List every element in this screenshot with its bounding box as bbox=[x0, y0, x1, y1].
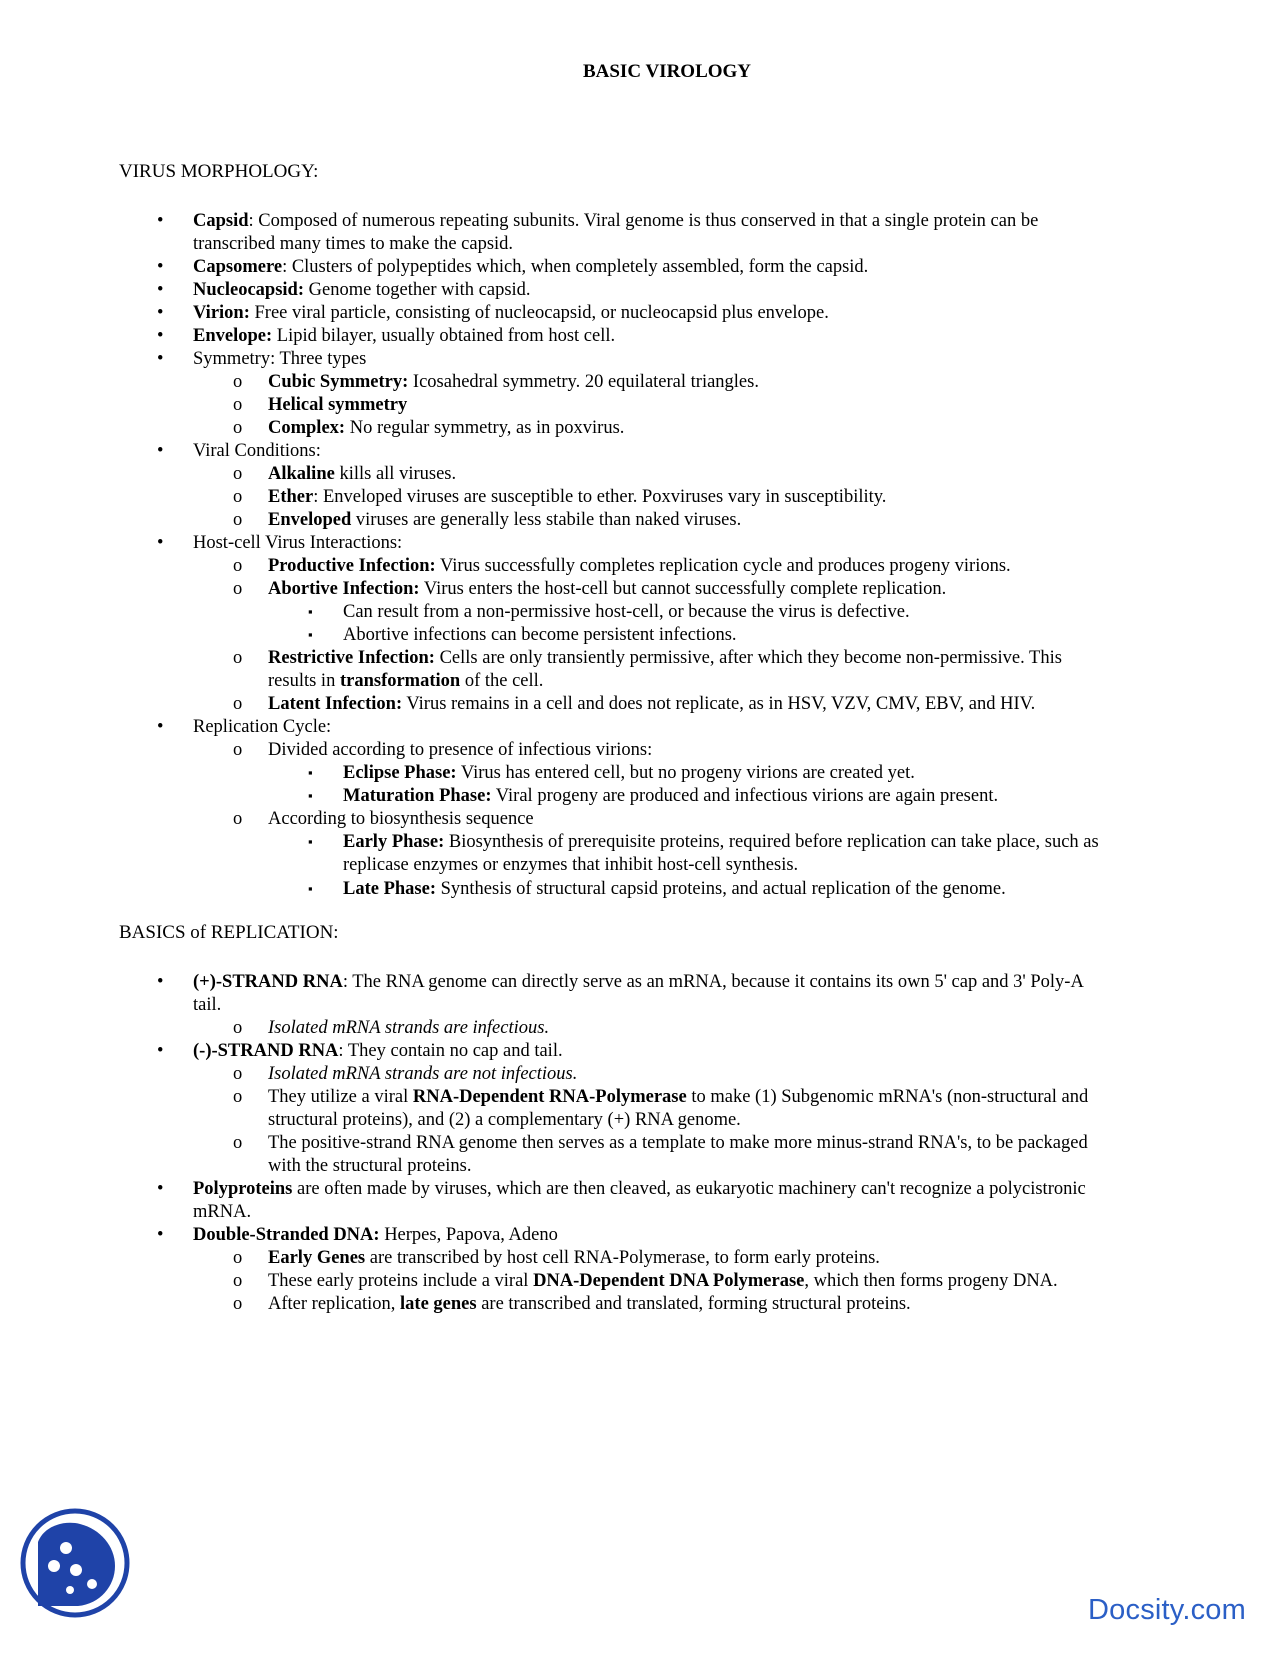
list-item-restrictive: o Restrictive Infection: Cells are only transiently permissive, after which they become non-permissive. This bbox=[233, 648, 1062, 668]
list-item-replication-cycle: • Replication Cycle: bbox=[157, 717, 332, 737]
list-item-cubic: o Cubic Symmetry: Icosahedral symmetry. 20 equilateral triangles. bbox=[233, 372, 759, 392]
section-heading-morphology: VIRUS MORPHOLOGY: bbox=[119, 161, 319, 182]
list-item-neg-sub3-cont: with the structural proteins. bbox=[268, 1156, 472, 1176]
list-item-helical: o Helical symmetry bbox=[233, 395, 408, 415]
list-item-neg-sub2-cont: structural proteins), and (2) a complementary (+) RNA genome. bbox=[268, 1110, 741, 1130]
list-item-productive: o Productive Infection: Virus successfully completes replication cycle and produces progeny virions. bbox=[233, 556, 1011, 576]
list-item-pos-strand-cont: tail. bbox=[193, 995, 222, 1015]
list-item-capsid-cont: transcribed many times to make the capsid. bbox=[193, 234, 514, 254]
list-item-capsid: • Capsid: Composed of numerous repeating subunits. Viral genome is thus conserved in that a single protein can be bbox=[157, 211, 1039, 231]
list-item-neg-sub3: o The positive-strand RNA genome then serves as a template to make more minus-strand RNA's, to be packaged bbox=[233, 1133, 1088, 1153]
list-item-pos-strand: • (+)-STRAND RNA: The RNA genome can directly serve as an mRNA, because it contains its own 5' cap and 3' Poly-A bbox=[157, 972, 1084, 992]
list-item-ether: o Ether: Enveloped viruses are susceptible to ether. Poxviruses vary in susceptibility. bbox=[233, 487, 887, 507]
list-item-hostcell: • Host-cell Virus Interactions: bbox=[157, 533, 403, 553]
list-item-polyproteins-cont: mRNA. bbox=[193, 1202, 252, 1222]
list-item-viral-conditions: • Viral Conditions: bbox=[157, 441, 321, 461]
list-item-biosynthesis: o According to biosynthesis sequence bbox=[233, 809, 534, 829]
list-item-neg-sub1: o Isolated mRNA strands are not infectious. bbox=[233, 1064, 578, 1084]
list-item-restrictive-cont: results in transformation of the cell. bbox=[268, 671, 544, 691]
list-item-neg-sub2: o They utilize a viral RNA-Dependent RNA-Polymerase to make (1) Subgenomic mRNA's (non-structural and bbox=[233, 1087, 1089, 1107]
list-item-capsomere: • Capsomere: Clusters of polypeptides which, when completely assembled, form the capsid. bbox=[157, 257, 869, 277]
list-item-abortive-sub1: ▪ Can result from a non-permissive host-cell, or because the virus is defective. bbox=[308, 602, 910, 622]
list-item-enveloped: o Enveloped viruses are generally less stabile than naked viruses. bbox=[233, 510, 742, 530]
list-item-early-genes: o Early Genes are transcribed by host cell RNA-Polymerase, to form early proteins. bbox=[233, 1248, 880, 1268]
list-item-pos-sub1: o Isolated mRNA strands are infectious. bbox=[233, 1018, 550, 1038]
list-item-after-replication: o After replication, late genes are transcribed and translated, forming structural proteins. bbox=[233, 1294, 911, 1314]
list-item-early-phase: ▪ Early Phase: Biosynthesis of prerequisite proteins, required before replication can take place, such as bbox=[308, 832, 1099, 852]
list-item-neg-strand: • (-)-STRAND RNA: They contain no cap and tail. bbox=[157, 1041, 563, 1061]
list-item-latent: o Latent Infection: Virus remains in a cell and does not replicate, as in HSV, VZV, CMV, EBV, and HIV. bbox=[233, 694, 1036, 714]
list-item-virion: • Virion: Free viral particle, consisting of nucleocapsid, or nucleocapsid plus envelope. bbox=[157, 303, 829, 323]
list-item-late-phase: ▪ Late Phase: Synthesis of structural capsid proteins, and actual replication of the genome. bbox=[308, 879, 1006, 899]
docsity-brand-link[interactable]: Docsity.com bbox=[1088, 1594, 1246, 1626]
list-item-dsdna: • Double-Stranded DNA: Herpes, Papova, Adeno bbox=[157, 1225, 558, 1245]
list-item-complex: o Complex: No regular symmetry, as in poxvirus. bbox=[233, 418, 625, 438]
list-item-polyproteins: • Polyproteins are often made by viruses, which are then cleaved, as eukaryotic machinery can't recognize a polycistronic bbox=[157, 1179, 1086, 1199]
list-item-divided: o Divided according to presence of infectious virions: bbox=[233, 740, 653, 760]
list-item-alkaline: o Alkaline kills all viruses. bbox=[233, 464, 457, 484]
section-heading-replication: BASICS of REPLICATION: bbox=[119, 922, 339, 943]
list-item-early-phase-cont: replicase enzymes or enzymes that inhibit host-cell synthesis. bbox=[343, 855, 799, 875]
list-item-abortive: o Abortive Infection: Virus enters the host-cell but cannot successfully complete replication. bbox=[233, 579, 947, 599]
list-item-abortive-sub2: ▪ Abortive infections can become persistent infections. bbox=[308, 625, 737, 645]
list-item-early-proteins: o These early proteins include a viral DNA-Dependent DNA Polymerase, which then forms progeny DNA. bbox=[233, 1271, 1058, 1291]
list-item-maturation: ▪ Maturation Phase: Viral progeny are produced and infectious virions are again present. bbox=[308, 786, 999, 806]
docsity-logo-icon[interactable] bbox=[20, 1508, 130, 1618]
list-item-envelope: • Envelope: Lipid bilayer, usually obtained from host cell. bbox=[157, 326, 616, 346]
page-title: BASIC VIROLOGY bbox=[582, 61, 752, 82]
list-item-nucleocapsid: • Nucleocapsid: Genome together with capsid. bbox=[157, 280, 531, 300]
list-item-eclipse: ▪ Eclipse Phase: Virus has entered cell, but no progeny virions are created yet. bbox=[308, 763, 915, 783]
list-item-symmetry: • Symmetry: Three types bbox=[157, 349, 367, 369]
